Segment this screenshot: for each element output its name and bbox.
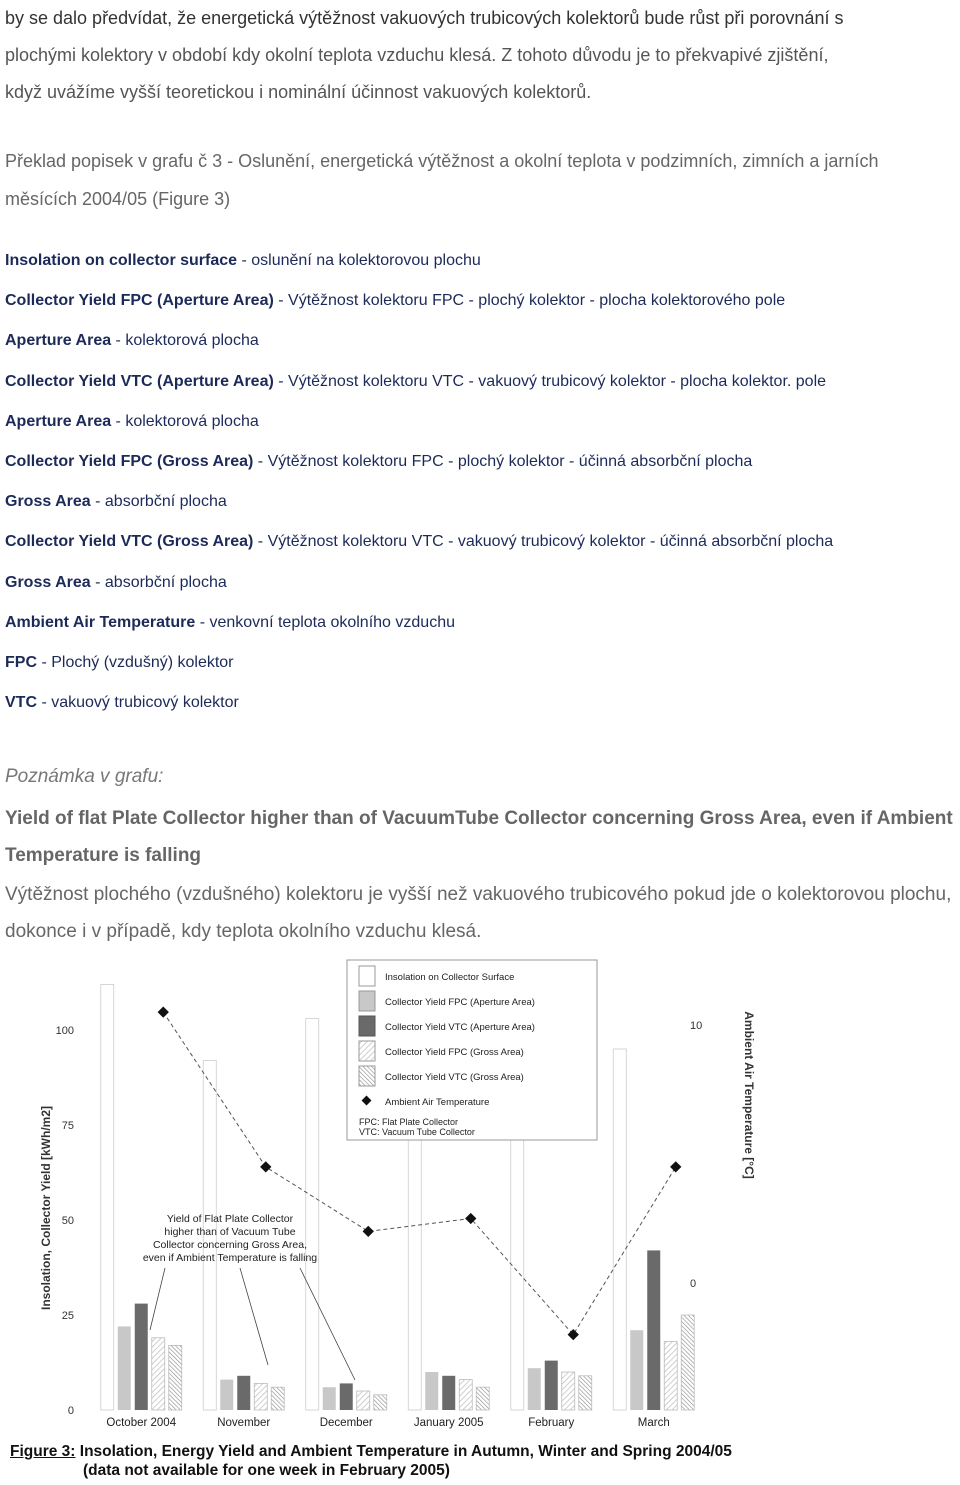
legend-label: Ambient Air Temperature [385,1097,490,1108]
bar [306,1019,319,1410]
bar [357,1391,370,1410]
annotation-arrow [150,1268,165,1330]
legend-swatch [359,1016,375,1036]
temperature-point [670,1161,681,1172]
glossary-term: Collector Yield VTC (Gross Area) [5,533,254,551]
glossary-item [5,409,960,449]
legend-label: Collector Yield FPC (Gross Area) [385,1047,524,1058]
annotation-line: Yield of Flat Plate Collector [166,1213,294,1225]
glossary-term: Ambient Air Temperature [5,613,196,631]
bar [681,1315,694,1410]
glossary-definition: - oslunění na kolektorovou plochu [237,252,481,269]
legend-label: Collector Yield FPC (Aperture Area) [385,997,535,1008]
bar [528,1368,541,1410]
legend-label: Insolation on Collector Surface [385,972,515,983]
glossary-item [5,529,960,569]
glossary-term: Gross Area [5,493,91,511]
temperature-point [568,1329,579,1340]
note-english: Yield of flat Plate Collector higher than of VacuumTube Collector concerning Gross Area, even if Ambient Temperature is falling [5,808,953,866]
legend-swatch [359,1041,375,1061]
x-tick-label: January 2005 [413,1417,484,1429]
legend-swatch [359,1066,375,1086]
glossary-definition: - Výtěžnost kolektoru FPC - plochý kolektor - plocha kolektorového pole [273,292,786,310]
bar [152,1338,165,1410]
glossary-item [5,328,960,368]
y-axis-right-label: Ambient Air Temperature [°C] [742,1011,756,1179]
bar [237,1376,250,1410]
glossary-term: VTC [5,694,37,712]
figure-caption-line-2: (data not available for one week in February 2005) [83,1462,450,1479]
glossary-term: Insolation on collector surface [5,252,238,269]
bar [459,1380,472,1410]
bar [340,1383,353,1410]
legend-label: Collector Yield VTC (Aperture Area) [385,1022,535,1033]
y-tick-label: 75 [61,1120,74,1132]
glossary-term: Collector Yield VTC (Aperture Area) [5,372,274,390]
annotation-line: even if Ambient Temperature is falling [142,1252,318,1264]
bar [374,1395,387,1410]
bar [647,1250,660,1410]
glossary-item [5,489,960,529]
glossary-definition: - kolektorová plocha [111,412,259,430]
bar [630,1330,643,1410]
bar [579,1376,592,1410]
glossary-item [5,248,960,288]
temperature-point [158,1006,169,1017]
figure-caption [10,1442,790,1480]
glossary-item [5,690,960,730]
chart-svg [0,950,960,1485]
annotation-line: higher than of Vacuum Tube [164,1226,296,1238]
bar [442,1376,455,1410]
glossary-term: Aperture Area [5,412,112,430]
intro-paragraph [5,0,960,111]
glossary-definition: - Výtěžnost kolektoru FPC - plochý kolektor - účinná absorbční plocha [253,452,753,470]
glossary-item [5,449,960,489]
x-tick-label: March [637,1417,670,1429]
y-right-tick-label: 10 [690,1020,703,1032]
note-czech: Výtěžnost plochého (vzdušného) kolektoru je vyšší než vakuového trubicového pokud jde o kolektorovou plochu, dokonce i v případě, kdy teplota okolního vzduchu klesá. [5,884,952,942]
y-tick-label: 25 [61,1310,74,1322]
x-tick-label: December [319,1417,373,1429]
bar [562,1372,575,1410]
legend-note: VTC: Vacuum Tube Collector [359,1127,475,1137]
y-right-tick-label: 0 [690,1278,697,1290]
annotation-line: Collector concerning Gross Area, [152,1239,308,1251]
bar [220,1380,233,1410]
glossary-item [5,369,960,409]
chart-legend [347,960,597,1140]
translation-heading: Překlad popisek v grafu č 3 - Oslunění, energetická výtěžnost a okolní teplota v podzimních, zimních a jarních měsících 2004/05 (Figure 3) [5,151,879,209]
intro-line-2: plochými kolektory v období kdy okolní teplota vzduchu klesá. Z tohoto důvodu je to překvapivé zjištění, [5,45,829,65]
y-tick-label: 50 [61,1215,74,1227]
x-tick-label: February [528,1417,575,1429]
glossary-term: FPC [5,653,37,671]
glossary-definition: - kolektorová plocha [111,332,259,350]
bar [135,1304,148,1410]
legend-label: Collector Yield VTC (Gross Area) [385,1072,524,1083]
bar [613,1049,626,1410]
intro-line-1: by se dalo předvídat, že energetická výtěžnost vakuových trubicových kolektorů bude růst při porovnání s [5,8,844,28]
bar [425,1372,438,1410]
bar [101,984,114,1410]
bar [476,1387,489,1410]
figure-caption-label: Figure 3: [10,1443,76,1460]
glossary-term: Collector Yield FPC (Gross Area) [5,452,254,470]
bar [118,1326,131,1410]
x-tick-label: November [217,1417,271,1429]
temperature-point [363,1226,374,1237]
glossary-definition: - Plochý (vzdušný) kolektor [37,653,234,671]
glossary-term: Aperture Area [5,332,112,350]
intro-line-3: když uvážíme vyšší teoretickou i nominální účinnost vakuových kolektorů. [5,82,592,102]
legend-swatch [359,991,375,1011]
bar [664,1342,677,1410]
glossary-definition: - Výtěžnost kolektoru VTC - vakuový trubicový kolektor - plocha kolektor. pole [273,372,827,390]
bar [511,1125,524,1410]
y-axis-label: Insolation, Collector Yield [kWh/m2] [39,1105,53,1311]
bar [271,1387,284,1410]
y-tick-label: 0 [67,1405,74,1417]
glossary-definition: - vakuový trubicový kolektor [37,694,239,712]
bar [169,1345,182,1410]
bar [323,1387,336,1410]
glossary-item [5,610,960,650]
bar [545,1361,558,1410]
temperature-point [260,1161,271,1172]
figure-caption-line-1: Insolation, Energy Yield and Ambient Temperature in Autumn, Winter and Spring 2004/05 [75,1443,732,1460]
glossary-term: Gross Area [5,573,91,591]
figure-3-chart [0,950,960,1485]
glossary-item [5,650,960,690]
glossary-definition: - Výtěžnost kolektoru VTC - vakuový trubicový kolektor - účinná absorbční plocha [253,533,834,551]
y-tick-label: 100 [55,1025,74,1037]
glossary-definition: - venkovní teplota okolního vzduchu [195,613,455,631]
glossary-definition: - absorbční plocha [90,573,227,591]
glossary-item [5,288,960,328]
glossary-term: Collector Yield FPC (Aperture Area) [5,292,274,310]
bar [254,1383,267,1410]
legend-note: FPC: Flat Plate Collector [359,1117,459,1127]
glossary-list [5,248,960,730]
note-label: Poznámka v grafu: [5,766,164,787]
annotation-arrow [240,1268,268,1365]
x-tick-label: October 2004 [106,1417,177,1429]
legend-swatch [359,966,375,986]
glossary-item [5,570,960,610]
glossary-definition: - absorbční plocha [90,493,227,511]
